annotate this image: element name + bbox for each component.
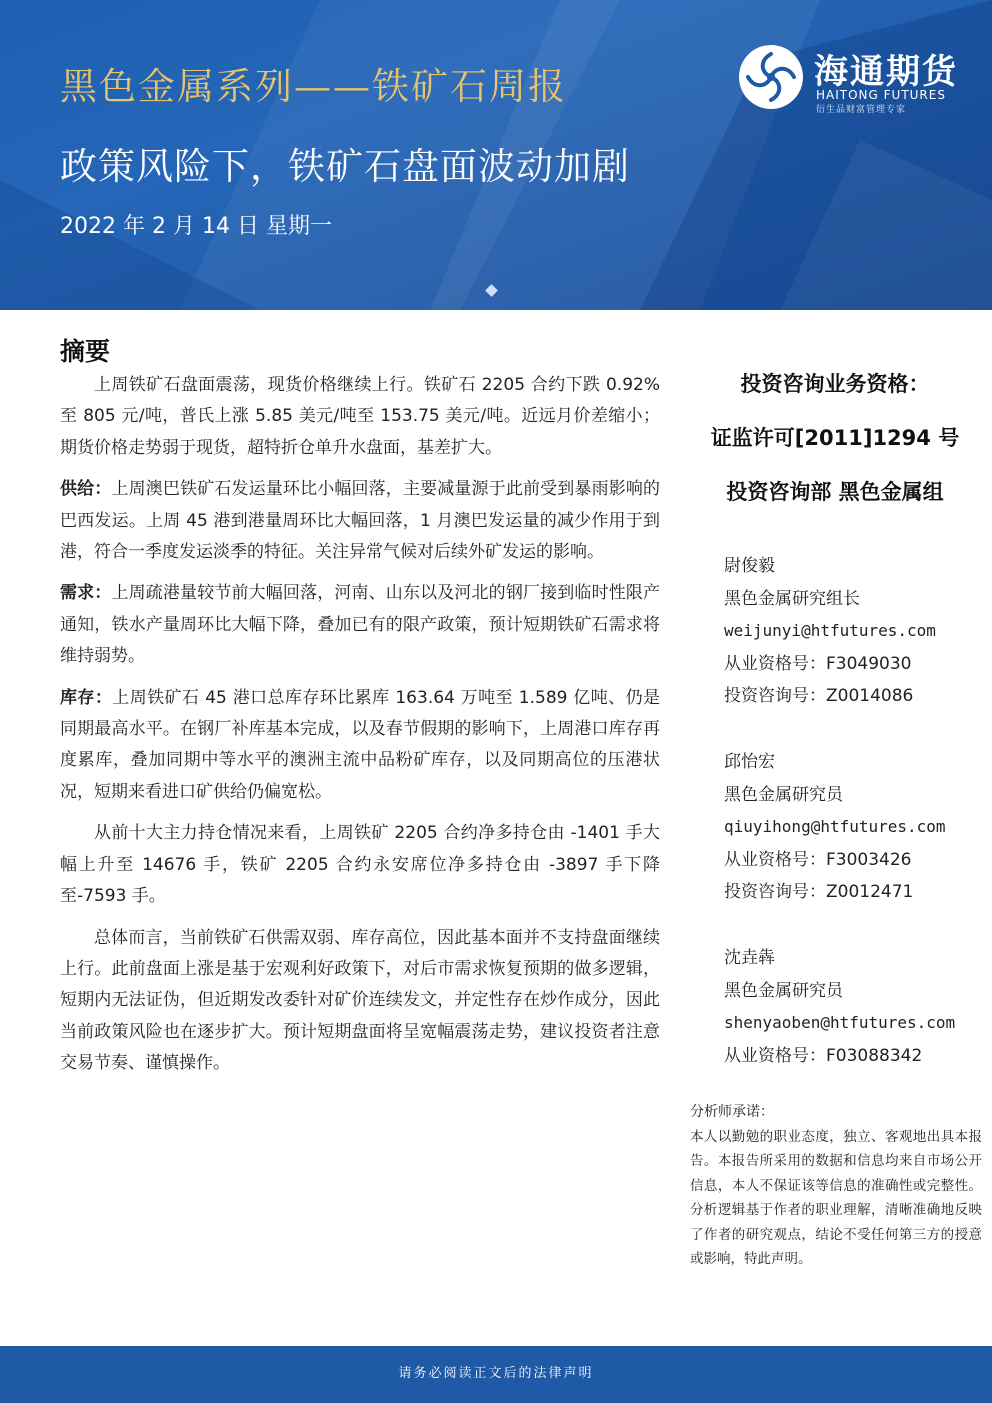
analyst-license: 从业资格号：F3003426 <box>724 849 912 870</box>
analyst-name: 尉俊毅 <box>724 556 775 576</box>
analyst-role: 黑色金属研究员 <box>724 980 843 1001</box>
paragraph-label: 需求： <box>60 583 112 604</box>
analyst-advisory-number: 投资咨询号：Z0012471 <box>724 882 914 902</box>
analyst-card <box>724 550 980 713</box>
abstract-paragraph-inventory: 库存：上周铁矿石 45 港口总库存环比累库 163.64 万吨至 1.589 亿吨、仍是同期最高水平。在钢厂补库基本完成，以及春节假期的影响下，上周港口库存再度累库，叠加同期中等水平的澳洲主流中品粉矿库存，以及同期高位的压港状况，短期来看进口矿供给仍偏宽松。 <box>60 687 660 802</box>
abstract-paragraph: 上周铁矿石盘面震荡，现货价格继续上行。铁矿石 2205 合约下跌 0.92%至 805 元/吨，普氏上涨 5.85 美元/吨至 153.75 美元/吨。近远月价差缩小；期货价格走势弱于现货，超特折仓单升水盘面，基差扩大。 <box>60 375 660 458</box>
analyst-role: 黑色金属研究组长 <box>724 588 860 609</box>
analyst-name: 沈垚犇 <box>724 948 775 968</box>
license-number: 证监许可[2011]1294 号 <box>710 426 960 450</box>
analyst-email[interactable]: weijunyi@htfutures.com <box>724 621 936 640</box>
analyst-pledge <box>690 1100 982 1272</box>
abstract-heading: 摘要 <box>60 337 111 366</box>
legal-notice-text: 请务必阅读正文后的法律声明 <box>398 1366 594 1381</box>
abstract-paragraph-supply: 供给：上周澳巴铁矿石发运量环比小幅回落，主要减量源于此前受到暴雨影响的巴西发运。上周 45 港到港量周环比大幅回落，1 月澳巴发运量的减少作用于到港，符合一季度发运淡季的特征。关注异常气候对后续外矿发运的影响。 <box>60 479 661 563</box>
analyst-email[interactable]: qiuyihong@htfutures.com <box>724 817 946 836</box>
analyst-card <box>724 942 980 1072</box>
report-date: 2022 年 2 月 14 日 星期一 <box>60 214 332 239</box>
logo-chinese-name: 海通期货 <box>814 52 958 92</box>
pledge-title: 分析师承诺： <box>690 1104 774 1120</box>
analyst-name: 邱怡宏 <box>724 752 775 772</box>
analyst-advisory-number: 投资咨询号：Z0014086 <box>724 686 914 706</box>
analyst-card <box>724 746 980 909</box>
abstract-paragraph-positions: 从前十大主力持仓情况来看，上周铁矿 2205 合约净多持仓由 -1401 手大幅上升至 14676 手，铁矿 2205 合约永安席位净多持仓由 -3897 手下降至-7593 手。 <box>60 823 660 907</box>
pledge-text: 本人以勤勉的职业态度，独立、客观地出具本报告。本报告所采用的数据和信息均来自市场公开信息，本人不保证该等信息的准确性或完整性。分析逻辑基于作者的职业理解，清晰准确地反映了作者的研究观点，结论不受任何第三方的授意或影响，特此声明。 <box>690 1128 982 1267</box>
footer-bar <box>0 1346 992 1403</box>
analyst-email[interactable]: shenyaoben@htfutures.com <box>724 1013 956 1032</box>
haitong-logo-icon <box>736 42 806 112</box>
qualification-title: 投资咨询业务资格： <box>740 372 930 396</box>
abstract-body <box>60 370 660 1090</box>
department-name: 投资咨询部 黑色金属组 <box>726 480 944 504</box>
abstract-paragraph-demand: 需求：上周疏港量较节前大幅回落，河南、山东以及河北的钢厂接到临时性限产通知，铁水产量周环比大幅下降，叠加已有的限产政策，预计短期铁矿石需求将维持弱势。 <box>60 583 661 667</box>
analyst-license: 从业资格号：F3049030 <box>724 653 912 674</box>
company-logo <box>736 42 966 114</box>
report-series-title: 黑色金属系列——铁矿石周报 <box>60 65 567 108</box>
report-header <box>0 0 992 310</box>
logo-tagline: 衍生品财富管理专家 <box>816 105 907 115</box>
analyst-role: 黑色金属研究员 <box>724 784 843 805</box>
analyst-license: 从业资格号：F03088342 <box>724 1045 923 1066</box>
paragraph-label: 库存： <box>60 687 113 708</box>
paragraph-label: 供给： <box>60 479 112 500</box>
abstract-paragraph-conclusion: 总体而言，当前铁矿石供需双弱、库存高位，因此基本面并不支持盘面继续上行。此前盘面上涨是基于宏观利好政策下，对后市需求恢复预期的做多逻辑，短期内无法证伪，但近期发改委针对矿价连续发文，并定性存在炒作成分，因此当前政策风险也在逐步扩大。预计短期盘面将呈宽幅震荡走势，建议投资者注意交易节奏、谨慎操作。 <box>60 927 660 1074</box>
report-title: 政策风险下，铁矿石盘面波动加剧 <box>60 145 630 188</box>
logo-english-name: HAITONG FUTURES <box>816 88 946 102</box>
